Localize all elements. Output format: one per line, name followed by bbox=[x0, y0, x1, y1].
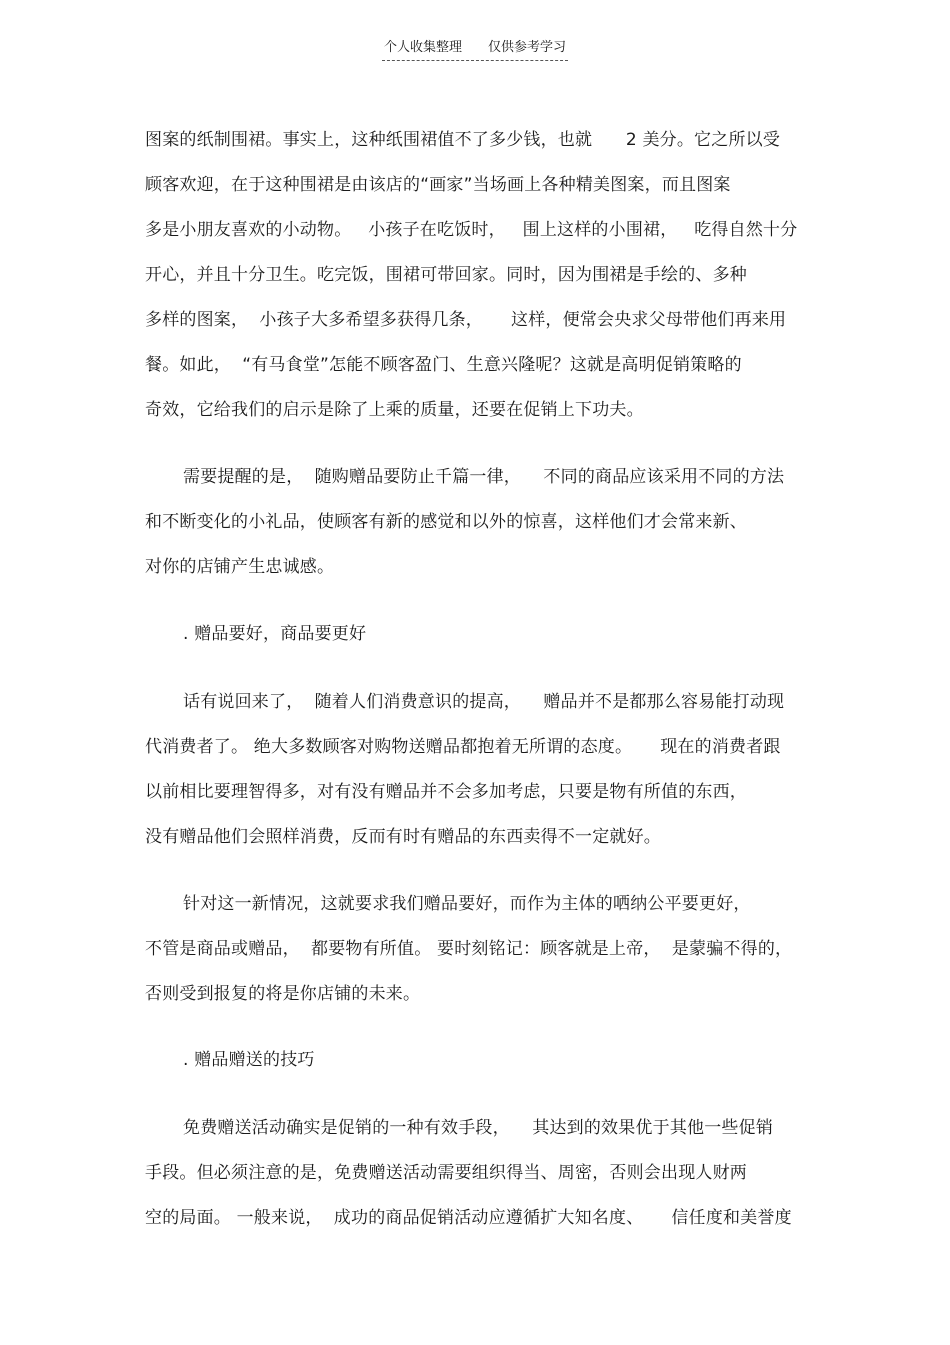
text-line: 否则受到报复的将是你店铺的未来。 bbox=[145, 984, 421, 1004]
text-line: 代消费者了。 绝大多数顾客对购物送赠品都抱着无所谓的态度。 现在的消费者跟 bbox=[145, 737, 781, 757]
text-line: 不管是商品或赠品， 都要物有所值。 要时刻铭记：顾客就是上帝， 是蒙骗不得的， bbox=[145, 939, 793, 959]
section-heading: . 赠品赠送的技巧 bbox=[183, 1050, 315, 1070]
text-line: 图案的纸制围裙。事实上，这种纸围裙值不了多少钱，也就 2 美分。它之所以受 bbox=[145, 130, 781, 150]
text-line: 开心，并且十分卫生。吃完饭，围裙可带回家。同时，因为围裙是手绘的、多种 bbox=[145, 265, 747, 285]
header-text bbox=[382, 38, 568, 61]
header-left-label: 个人收集整理 bbox=[383, 40, 462, 55]
text-line: 顾客欢迎，在于这种围裙是由该店的“画家”当场画上各种精美图案，而且图案 bbox=[145, 175, 731, 195]
text-line: 对你的店铺产生忠诚感。 bbox=[145, 557, 335, 577]
paragraph-first-line: 话有说回来了， 随着人们消费意识的提高， 赠品并不是都那么容易能打动现 bbox=[183, 692, 785, 712]
page-header bbox=[0, 38, 950, 61]
text-line: 多是小朋友喜欢的小动物。 小孩子在吃饭时， 围上这样的小围裙， 吃得自然十分 bbox=[145, 220, 798, 240]
paragraph-first-line: 针对这一新情况，这就要求我们赠品要好，而作为主体的哂纳公平要更好， bbox=[183, 894, 751, 914]
text-line: 奇效，它给我们的启示是除了上乘的质量，还要在促销上下功夫。 bbox=[145, 400, 644, 420]
text-line: 餐。如此， “有马食堂”怎能不顾客盈门、生意兴隆呢？这就是高明促销策略的 bbox=[145, 355, 742, 375]
text-line: 手段。但必须注意的是，免费赠送活动需要组织得当、周密，否则会出现人财两 bbox=[145, 1163, 747, 1183]
text-line: 和不断变化的小礼品，使顾客有新的感觉和以外的惊喜，这样他们才会常来新、 bbox=[145, 512, 747, 532]
section-heading: . 赠品要好，商品要更好 bbox=[183, 624, 367, 644]
header-right-label: 仅供参考学习 bbox=[488, 40, 567, 55]
text-line: 以前相比要理智得多，对有没有赠品并不会多加考虑，只要是物有所值的东西， bbox=[145, 782, 747, 802]
text-line: 空的局面。 一般来说， 成功的商品促销活动应遵循扩大知名度、 信任度和美誉度 bbox=[145, 1208, 792, 1228]
text-line: 没有赠品他们会照样消费，反而有时有赠品的东西卖得不一定就好。 bbox=[145, 827, 661, 847]
text-line: 多样的图案， 小孩子大多希望多获得几条， 这样，便常会央求父母带他们再来用 bbox=[145, 310, 787, 330]
paragraph-first-line: 需要提醒的是， 随购赠品要防止千篇一律， 不同的商品应该采用不同的方法 bbox=[183, 467, 785, 487]
paragraph-first-line: 免费赠送活动确实是促销的一种有效手段， 其达到的效果优于其他一些促销 bbox=[183, 1118, 774, 1138]
